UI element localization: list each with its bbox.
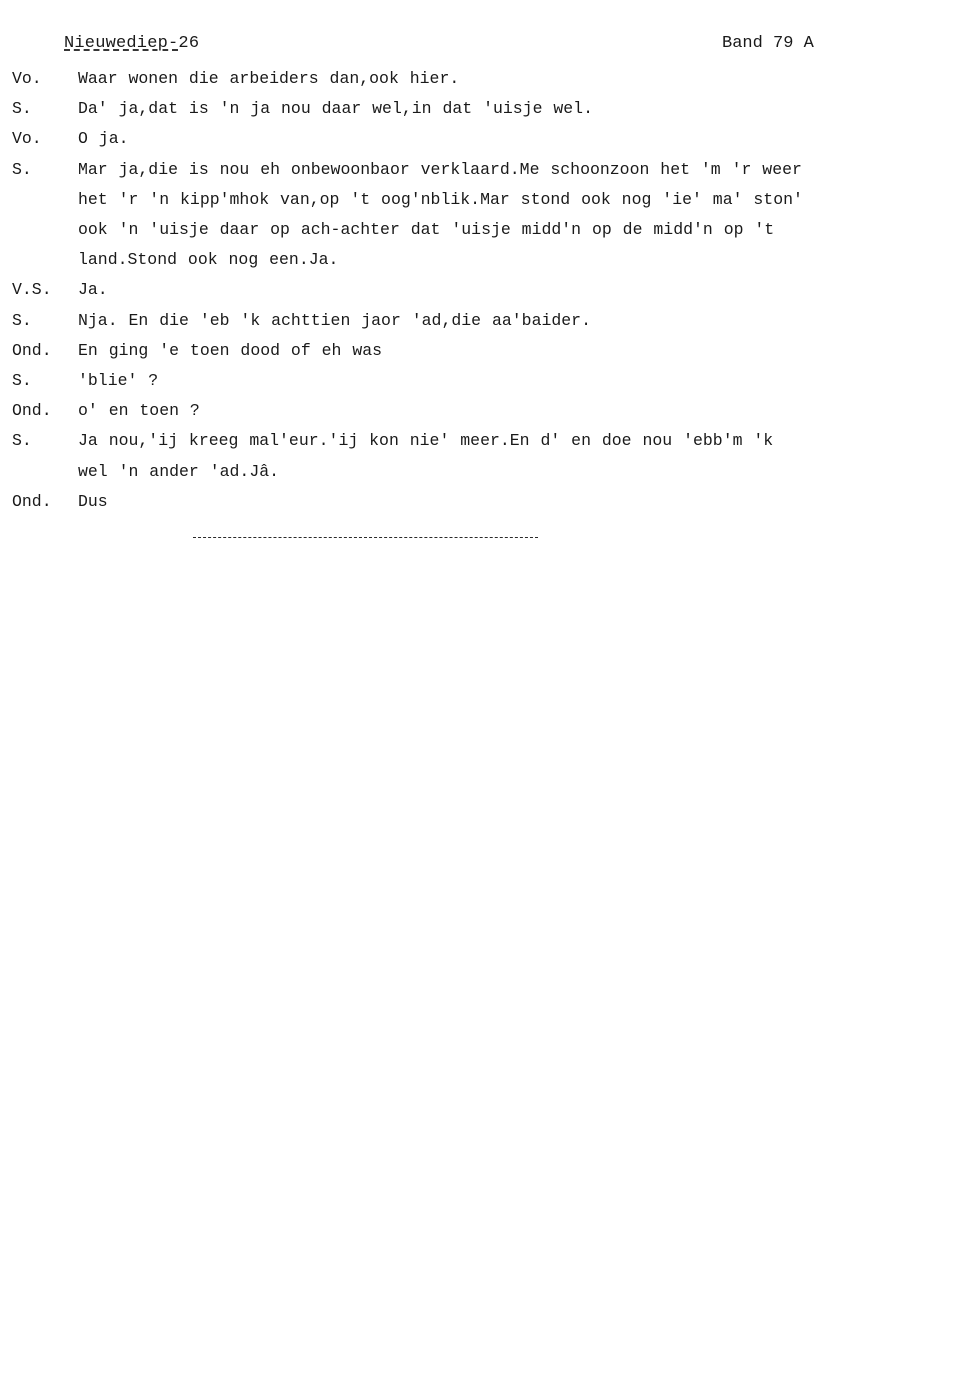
utterance-text: wel 'n ander 'ad.Jâ. — [78, 461, 280, 481]
utterance-text: Ja nou,'ij kreeg mal'eur.'ij kon nie' meer.En d' en doe nou 'ebb'm 'k — [78, 431, 774, 451]
utterance-text: O ja. — [78, 129, 129, 149]
speaker-label: Ond. — [12, 401, 52, 421]
transcript-line — [12, 124, 952, 154]
utterance-text: Dus — [78, 491, 108, 511]
utterance-text: Ja. — [78, 280, 108, 300]
utterance-text: En ging 'e toen dood of eh was — [78, 340, 383, 360]
transcript-line — [12, 336, 952, 366]
utterance-text: Waar wonen die arbeiders dan,ook hier. — [78, 69, 460, 88]
utterance-text: land.Stond ook nog een.Ja. — [78, 250, 339, 270]
transcript-line — [12, 457, 952, 487]
speaker-label — [12, 215, 78, 245]
transcript-line — [12, 275, 952, 305]
utterance-text: Da' ja,dat is 'n ja nou daar wel,in dat 'uisje wel. — [78, 99, 593, 119]
transcript-line — [12, 487, 952, 517]
speaker-label: S. — [12, 310, 32, 330]
utterance-text: 'blie' ? — [78, 371, 159, 391]
speaker-label: Vo. — [12, 129, 42, 149]
transcript-line — [12, 306, 952, 336]
speaker-label — [12, 185, 78, 215]
speaker-label — [12, 457, 78, 487]
utterance-text: o' en toen ? — [78, 401, 200, 421]
transcript-line — [12, 155, 952, 185]
transcript-line — [12, 396, 952, 426]
utterance-text: Mar ja,die is nou eh onbewoonbaor verklaard.Me schoonzoon het 'm 'r weer — [78, 159, 802, 179]
transcript-line — [12, 185, 952, 215]
band-label: Band 79 A — [722, 34, 814, 53]
transcript-line — [12, 94, 952, 124]
transcript-line — [12, 426, 952, 456]
transcript-line — [12, 366, 952, 396]
utterance-text: Nja. En die 'eb 'k achttien jaor 'ad,die aa'baider. — [78, 310, 591, 330]
speaker-label: S. — [12, 371, 32, 391]
closing-rule — [193, 537, 538, 538]
transcript — [12, 64, 952, 517]
page-header-left — [46, 34, 199, 53]
transcript-line — [12, 245, 952, 275]
place-name: Nieuwediep- — [64, 34, 179, 53]
speaker-label: V.S. — [12, 280, 52, 300]
transcript-line — [12, 215, 952, 245]
utterance-text: het 'r 'n kipp'mhok van,op 't oog'nblik.Mar stond ook nog 'ie' ma' ston' — [78, 189, 803, 209]
speaker-label: S. — [12, 159, 32, 179]
transcript-line — [12, 64, 952, 94]
speaker-label: Vo. — [12, 69, 42, 88]
speaker-label — [12, 245, 78, 275]
speaker-label: Ond. — [12, 340, 52, 360]
speaker-label: S. — [12, 99, 32, 119]
speaker-label: S. — [12, 431, 32, 451]
utterance-text: ook 'n 'uisje daar op ach-achter dat 'uisje midd'n op de midd'n op 't — [78, 220, 775, 240]
page-number: 26 — [178, 34, 200, 53]
speaker-label: Ond. — [12, 491, 52, 511]
